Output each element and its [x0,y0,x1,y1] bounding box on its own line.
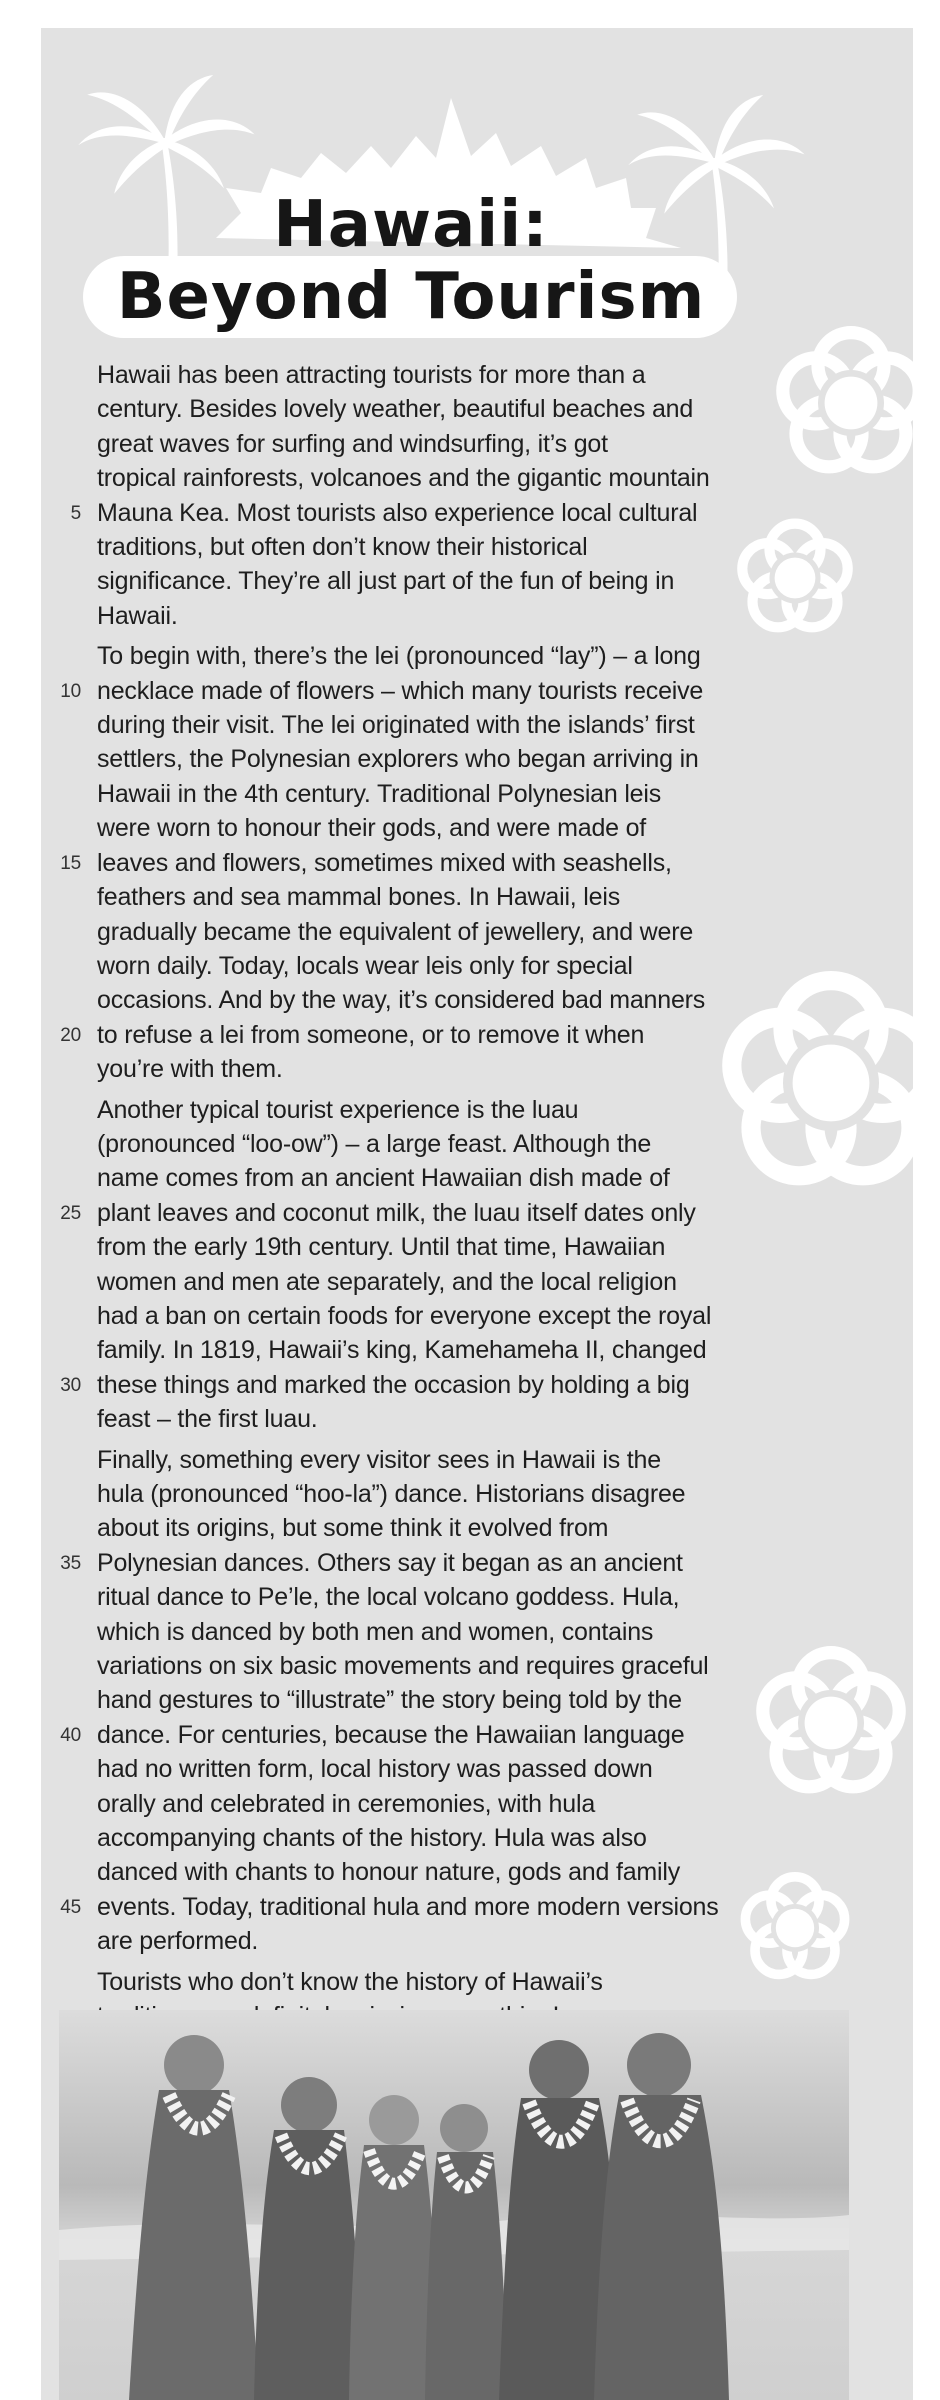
text-line [97,1683,757,1717]
flower-icon [763,1653,899,1787]
text-line [60,1546,757,1580]
text-line [60,846,757,880]
text-line [97,1161,757,1195]
line-text: feathers and sea mammal bones. In Hawaii, leis [97,883,621,912]
flower-icon [732,981,913,1176]
line-number: 30 [60,1374,81,1396]
text-line [97,1093,757,1127]
line-text: traditions, but often don’t know their historical [97,533,588,562]
line-text: great waves for surfing and windsurfing, it’s got [97,429,608,458]
page-title: Hawaii: [273,188,549,262]
text-line [97,708,757,742]
text-line [97,777,757,811]
text-line [60,1890,757,1924]
line-text: about its origins, but some think it evolved from [97,1514,609,1543]
line-text: leaves and flowers, sometimes mixed with seashells, [97,848,672,877]
text-line [97,1511,757,1545]
line-text: family. In 1819, Hawaii’s king, Kamehameha II, changed [97,1336,707,1365]
line-text: had no written form, local history was passed down [97,1755,653,1784]
text-line [97,358,757,392]
text-line [97,742,757,776]
line-text: during their visit. The lei originated with the islands’ first [97,711,695,740]
text-line [97,1127,757,1161]
text-line [97,1965,757,1999]
line-number: 45 [60,1896,81,1918]
line-text: you’re with them. [97,1055,283,1084]
flower-icon [742,524,847,628]
line-text: Mauna Kea. Most tourists also experience local cultural [97,498,698,527]
line-number: 15 [60,852,81,874]
line-text: settlers, the Polynesian explorers who began arriving in [97,745,699,774]
text-line [97,880,757,914]
line-text: Finally, something every visitor sees in Hawaii is the [97,1445,661,1474]
article-paragraph [60,1443,757,1959]
text-line [97,1787,757,1821]
text-line [97,392,757,426]
text-line [97,1052,757,1086]
line-text: significance. They’re all just part of the fun of being in [97,567,675,596]
text-line [97,1333,757,1367]
line-number: 5 [70,502,81,524]
text-line [97,1615,757,1649]
text-line [97,564,757,598]
text-line [97,1230,757,1264]
text-line [97,1402,757,1436]
text-line [97,1299,757,1333]
line-text: these things and marked the occasion by holding a big [97,1370,690,1399]
text-line [97,983,757,1017]
line-number: 10 [60,680,81,702]
text-line [97,1649,757,1683]
line-text: (pronounced “loo-ow”) – a large feast. Although the [97,1129,652,1158]
line-text: Another typical tourist experience is the luau [97,1095,579,1124]
line-text: accompanying chants of the history. Hula was also [97,1824,647,1853]
text-line [97,639,757,673]
text-line [97,1855,757,1889]
line-text: variations on six basic movements and requires graceful [97,1652,709,1681]
line-text: gradually became the equivalent of jewellery, and were [97,917,694,946]
line-text: were worn to honour their gods, and were made of [97,814,647,843]
text-line [97,599,757,633]
text-line [97,427,757,461]
line-number: 40 [60,1724,81,1746]
text-line [97,1924,757,1958]
line-text: century. Besides lovely weather, beautiful beaches and [97,395,694,424]
line-text: Tourists who don’t know the history of Hawaii’s [97,1967,603,1996]
line-text: Polynesian dances. Others say it began as an ancient [97,1548,683,1577]
text-line [97,1265,757,1299]
line-number: 25 [60,1202,81,1224]
article-body [60,358,757,2040]
line-text: danced with chants to honour nature, gods and family [97,1858,681,1887]
line-text: worn daily. Today, locals wear leis only for special [97,951,633,980]
text-line [60,1018,757,1052]
article-paragraph [60,639,757,1086]
line-text: to refuse a lei from someone, or to remove it when [97,1020,645,1049]
line-text: occasions. And by the way, it’s considered bad manners [97,986,706,1015]
article-panel [41,28,913,2400]
line-text: name comes from an ancient Hawaiian dish made of [97,1164,670,1193]
line-number: 20 [60,1024,81,1046]
line-text: ritual dance to Pe’le, the local volcano goddess. Hula, [97,1583,680,1612]
line-text: which is danced by both men and women, contains [97,1617,654,1646]
text-line [97,811,757,845]
line-number: 35 [60,1552,81,1574]
line-text: are performed. [97,1927,259,1956]
text-line [97,949,757,983]
page-subtitle: Beyond Tourism [116,260,706,334]
article-paragraph [70,358,757,633]
text-line [60,674,757,708]
line-text: To begin with, there’s the lei (pronounced “lay”) – a long [97,642,701,671]
text-line [97,1580,757,1614]
text-line [70,496,757,530]
line-text: hula (pronounced “hoo-la”) dance. Historians disagree [97,1480,686,1508]
line-text: plant leaves and coconut milk, the luau itself dates only [97,1198,696,1227]
line-text: Hawaii in the 4th century. Traditional Polynesian leis [97,779,662,808]
line-text: necklace made of flowers – which many tourists receive [97,676,704,705]
text-line [97,530,757,564]
text-line [97,1752,757,1786]
line-text: Hawaii has been attracting tourists for more than a [97,361,646,389]
text-line [97,1477,757,1511]
line-text: dance. For centuries, because the Hawaiian language [97,1720,685,1749]
text-line [97,1821,757,1855]
text-line [60,1368,757,1402]
line-text: events. Today, traditional hula and more modern versions [97,1892,719,1921]
text-line [60,1196,757,1230]
article-paragraph [60,1093,757,1437]
text-line [97,461,757,495]
line-text: had a ban on certain foods for everyone except the royal [97,1301,712,1330]
text-line [97,1443,757,1477]
line-text: orally and celebrated in ceremonies, with hula [97,1789,596,1818]
hula-girls-photo [59,2010,849,2400]
flower-icon [745,1877,844,1975]
text-line [60,1718,757,1752]
line-text: hand gestures to “illustrate” the story being told by the [97,1686,682,1715]
line-text: tropical rainforests, volcanoes and the gigantic mountain [97,464,710,493]
line-text: Hawaii. [97,601,178,630]
text-line [97,915,757,949]
line-text: from the early 19th century. Until that time, Hawaiian [97,1233,666,1262]
line-text: women and men ate separately, and the local religion [97,1267,677,1296]
line-text: feast – the first luau. [97,1405,318,1434]
